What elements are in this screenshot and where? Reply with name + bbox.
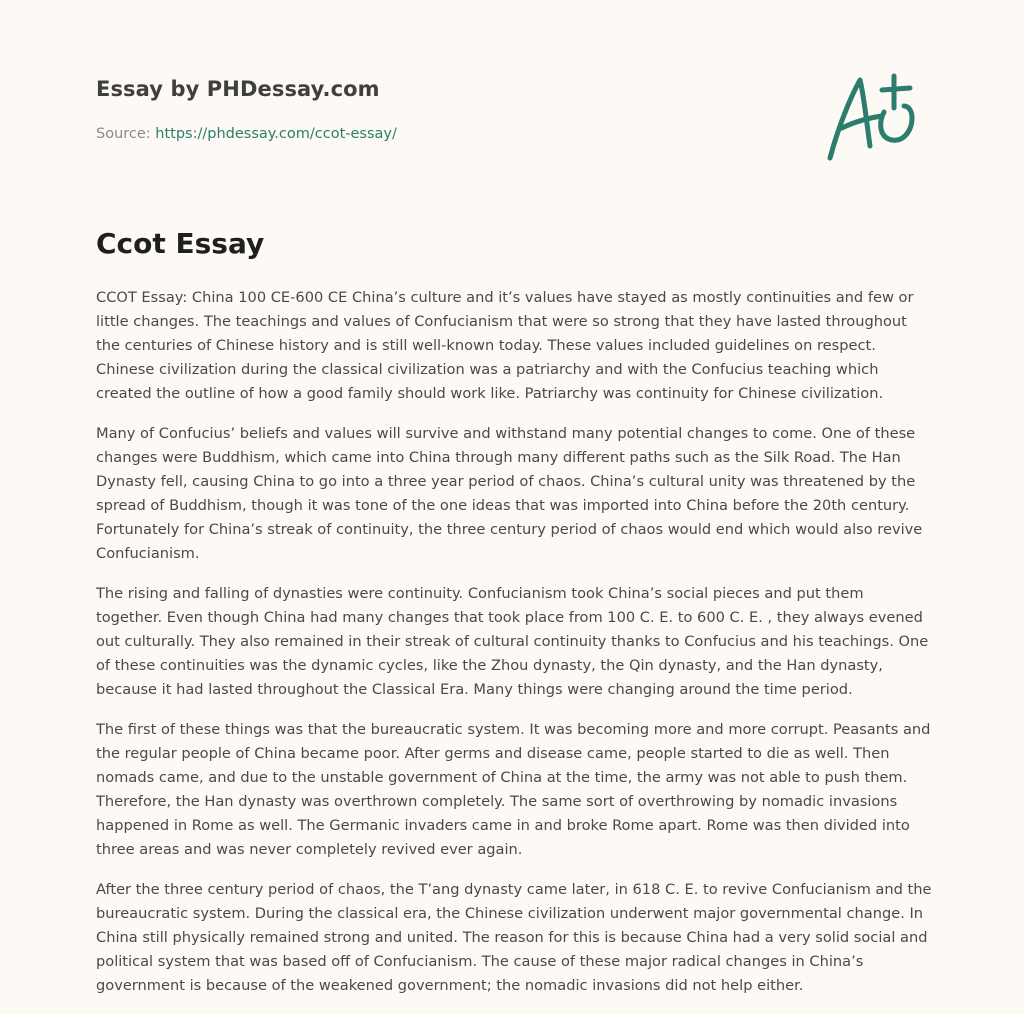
essay-paragraph: After the three century period of chaos, the T’ang dynasty came later, in 618 C. E. to revive Confucianism and the bureaucratic system. During the classical era, the Chinese civilization underwent major governmental change. In China still physically remained strong and united. The reason for this is because China had a very solid social and political system that was based off of Confucianism. The cause of these major radical changes in China’s government is because of the weakened government; the nomadic invasions did not help either. bbox=[96, 881, 932, 994]
essay-title: Ccot Essay bbox=[96, 227, 265, 260]
essay-paragraph: The first of these things was that the bureaucratic system. It was becoming more and more corrupt. Peasants and the regular people of China became poor. After germs and disease came, people started to die as well. Then nomads came, and due to the unstable government of China at the time, the army was not able to push them. Therefore, the Han dynasty was overthrown completely. The same sort of overthrowing by nomadic invasions happened in Rome as well. The Germanic invaders came in and broke Rome apart. Rome was then divided into three areas and was never completely revived ever again. bbox=[96, 721, 931, 858]
source-line bbox=[96, 124, 796, 144]
essay-paragraph: Many of Confucius’ beliefs and values will survive and withstand many potential changes to come. One of these changes were Buddhism, which came into China through many different paths such as the Silk Road. The Han Dynasty fell, causing China to go into a three year period of chaos. China’s cultural unity was threatened by the spread of Buddhism, though it was tone of the one ideas that was imported into China before the 20th century. Fortunately for China’s streak of continuity, the three century period of chaos would end which would also revive Confucianism. bbox=[96, 425, 923, 562]
essay-body bbox=[96, 286, 932, 1014]
essay-header bbox=[96, 74, 796, 144]
source-label: Source: bbox=[96, 126, 156, 142]
essay-paragraph: CCOT Essay: China 100 CE-600 CE China’s culture and it’s values have stayed as mostly continuities and few or little changes. The teachings and values of Confucianism that were so strong that they have lasted throughout the centuries of Chinese history and is still well-known today. These values included guidelines on respect. Chinese civilization during the classical civilization was a patriarchy and with the Confucius teaching which created the outline of how a good family should work like. Patriarchy was continuity for Chinese civilization. bbox=[96, 289, 914, 402]
brand-title: Essay by PHDessay.com bbox=[96, 77, 380, 101]
a-plus-grade-icon bbox=[820, 66, 928, 166]
source-link[interactable]: https://phdessay.com/ccot-essay/ bbox=[155, 126, 397, 142]
essay-paragraph: The rising and falling of dynasties were continuity. Confucianism took China’s social pieces and put them together. Even though China had many changes that took place from 100 C. E. to 600 C. E. , they always evened out culturally. They also remained in their streak of cultural continuity thanks to Confucius and his teachings. One of these continuities was the dynamic cycles, like the Zhou dynasty, the Qin dynasty, and the Han dynasty, because it had lasted throughout the Classical Era. Many things were changing around the time period. bbox=[96, 585, 929, 698]
